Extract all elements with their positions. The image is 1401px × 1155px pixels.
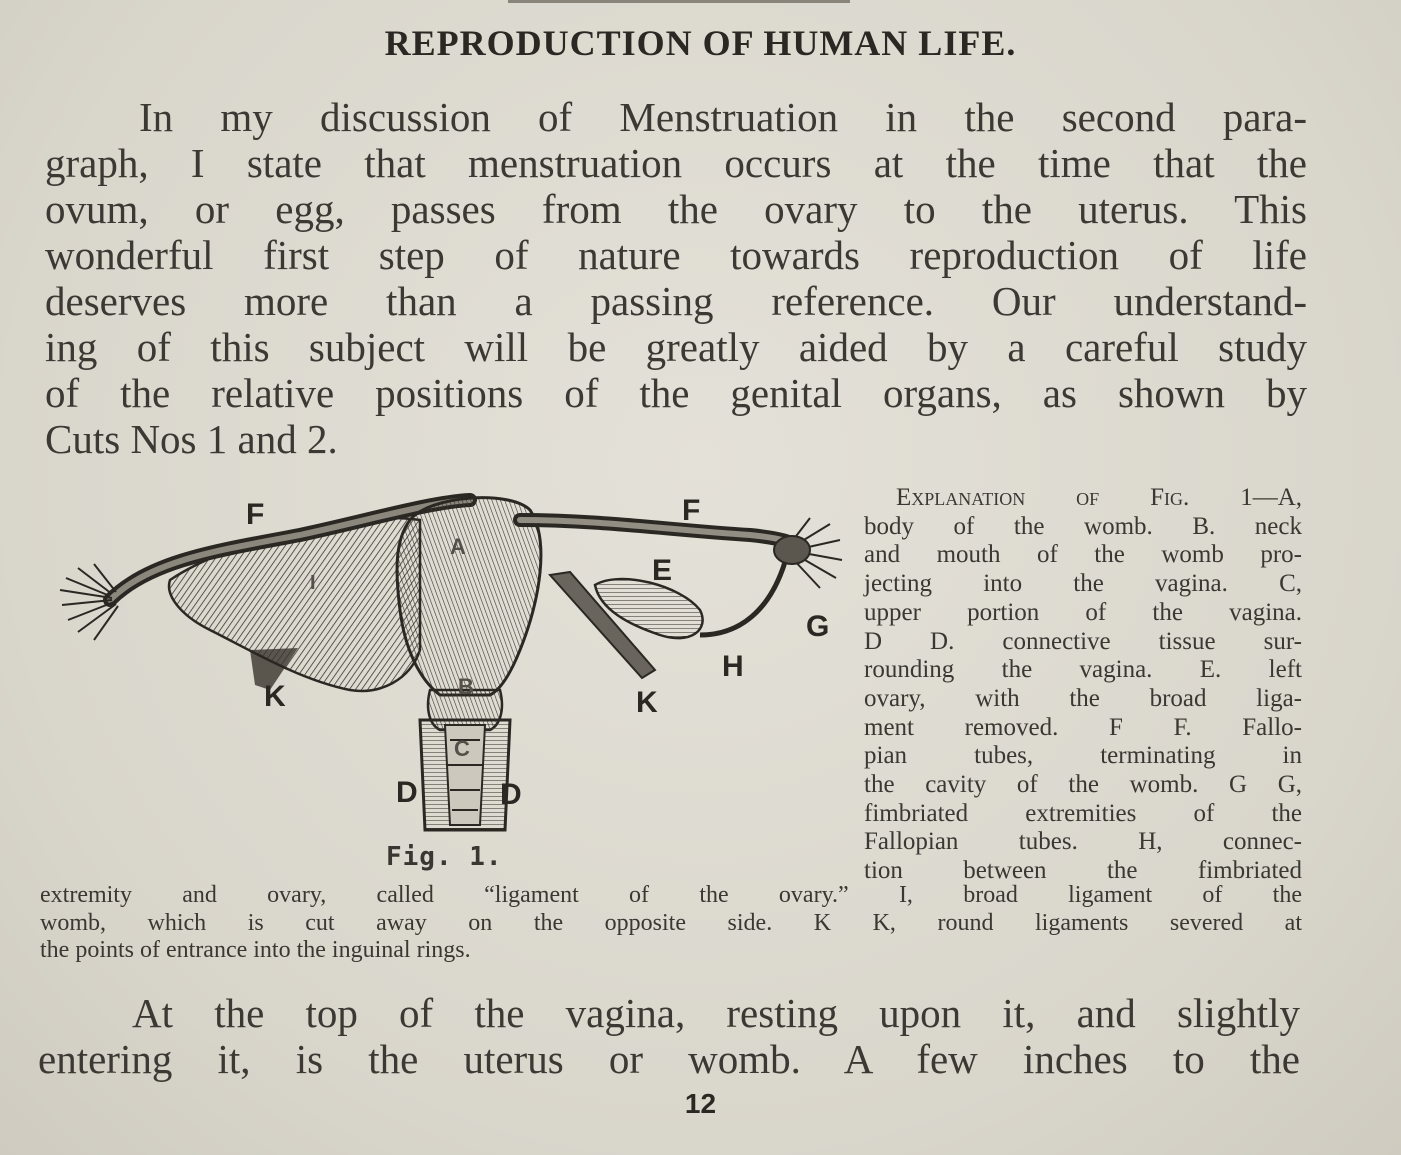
- explanation-line: tion between the fimbriated: [864, 857, 1302, 885]
- figure-explanation-side: [864, 484, 1302, 886]
- label-g: G: [806, 610, 830, 643]
- explanation-line: D D. connective tissue sur-: [864, 627, 1302, 655]
- explanation-line: body of the womb. B. neck: [864, 512, 1302, 540]
- explanation-line: pian tubes, terminating in: [864, 742, 1302, 770]
- page-number: 12: [684, 1088, 717, 1119]
- figure-1-uterus-illustration: [50, 480, 850, 880]
- paragraph-line: ing of this subject will be greatly aided by a careful study: [45, 324, 1307, 370]
- paragraph-line: of the relative positions of the genital organs, as shown by: [45, 370, 1307, 416]
- explanation-line: the cavity of the womb. G G,: [864, 771, 1302, 799]
- paragraph-1: [45, 94, 1307, 462]
- label-f-right: F: [682, 494, 701, 527]
- label-h: H: [722, 650, 744, 683]
- paragraph-line: deserves more than a passing reference. Our understand-: [45, 278, 1307, 324]
- explanation-line: womb, which is cut away on the opposite side. K K, round ligaments severed at: [40, 909, 1302, 936]
- explanation-line: Fallopian tubes. H, connec-: [864, 828, 1302, 856]
- explanation-line: the points of entrance into the inguinal rings.: [40, 937, 471, 963]
- label-i: I: [310, 572, 316, 594]
- label-d-right: D: [500, 778, 522, 811]
- paragraph-line: At the top of the vagina, resting upon it, and slightly: [132, 990, 1300, 1036]
- paragraph-line: wonderful first step of nature towards reproduction of life: [45, 232, 1307, 278]
- top-rule: [508, 0, 850, 3]
- figure-caption: Fig. 1.: [386, 842, 503, 872]
- label-b: B: [458, 674, 474, 699]
- explanation-line: jecting into the vagina. C,: [864, 570, 1302, 598]
- explanation-line: ment removed. F F. Fallo-: [864, 713, 1302, 741]
- figure-explanation-full: [40, 882, 1302, 965]
- label-e: E: [652, 554, 673, 587]
- label-d-left: D: [396, 776, 418, 809]
- explanation-line: ovary, with the broad liga-: [864, 684, 1302, 712]
- explanation-line: Explanation of Fig. 1—A,: [896, 484, 1302, 511]
- explanation-line: upper portion of the vagina.: [864, 598, 1302, 626]
- explanation-line: rounding the vagina. E. left: [864, 656, 1302, 684]
- explanation-line: extremity and ovary, called “ligament of the ovary.” I, broad ligament of the: [40, 882, 1302, 908]
- page-title: REPRODUCTION OF HUMAN LIFE.: [384, 23, 1017, 63]
- label-c: C: [454, 736, 470, 761]
- explanation-line: and mouth of the womb pro-: [864, 541, 1302, 569]
- paragraph-line: ovum, or egg, passes from the ovary to the uterus. This: [45, 186, 1307, 232]
- paragraph-line: Cuts Nos 1 and 2.: [45, 416, 338, 462]
- paragraph-line: In my discussion of Menstruation in the second para-: [139, 94, 1307, 140]
- label-k-right: K: [636, 686, 658, 719]
- paragraph-2: [38, 990, 1300, 1082]
- explanation-line: fimbriated extremities of the: [864, 799, 1302, 827]
- label-a: A: [450, 534, 466, 559]
- label-f-left: F: [246, 498, 265, 531]
- label-k-left: K: [264, 680, 286, 713]
- paragraph-line: entering it, is the uterus or womb. A few inches to the: [38, 1036, 1300, 1082]
- paragraph-line: graph, I state that menstruation occurs at the time that the: [45, 140, 1307, 186]
